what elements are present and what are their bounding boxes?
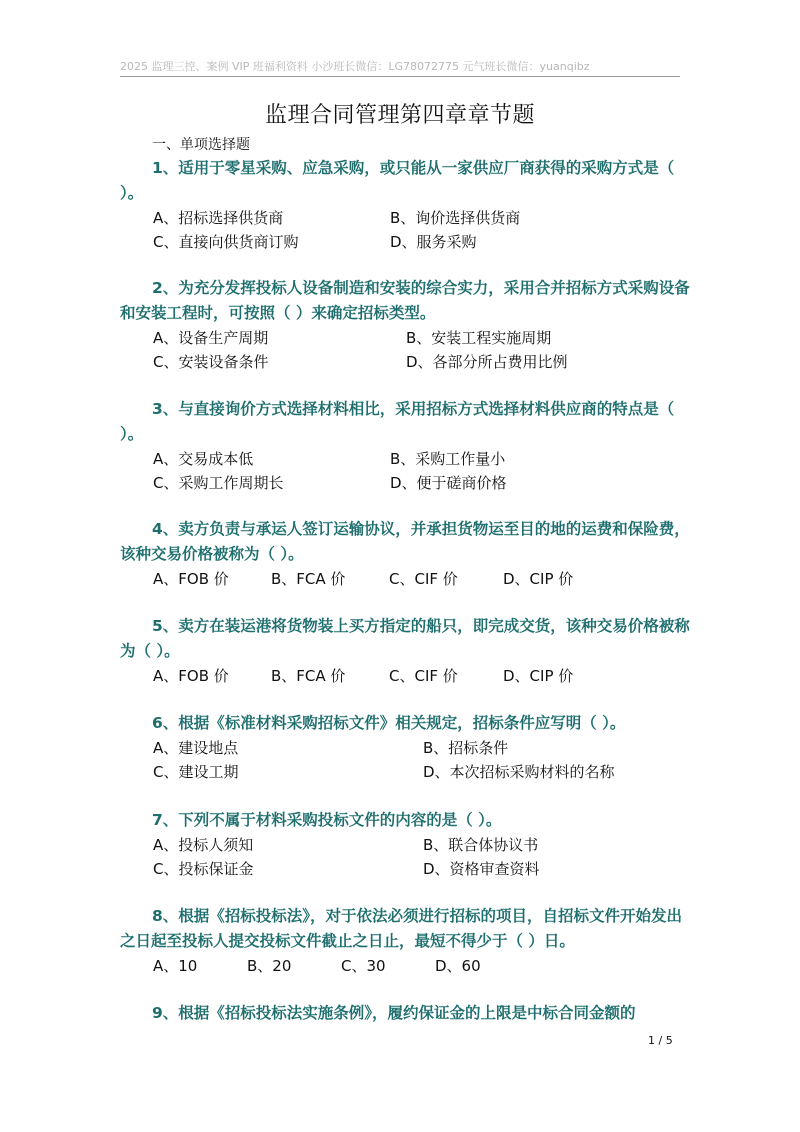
question-stem: 5、卖方在装运港将货物装上买方指定的船只，即完成交货，该种交易价格被称为（ ）。 (120, 617, 690, 660)
option-a: A、FOB 价 (153, 667, 229, 685)
question-6 (120, 711, 690, 784)
option-c: C、30 (341, 957, 386, 975)
option-b: B、招标条件 (423, 739, 509, 757)
option-b: B、联合体协议书 (423, 836, 539, 854)
question-3 (120, 397, 690, 495)
page-number: 1 / 5 (648, 1034, 673, 1047)
option-d: D、本次招标采购材料的名称 (423, 763, 615, 781)
question-stem: 1、适用于零星采购、应急采购，或只能从一家供应厂商获得的采购方式是（ ）。 (120, 159, 675, 202)
header-divider (120, 76, 680, 77)
option-c: C、直接向供货商订购 (153, 233, 299, 251)
option-a: A、设备生产周期 (153, 329, 269, 347)
question-5 (120, 614, 690, 688)
question-stem: 3、与直接询价方式选择材料相比，采用招标方式选择材料供应商的特点是（ ）。 (120, 400, 675, 443)
option-d: D、CIP 价 (503, 570, 574, 588)
option-c: C、采购工作周期长 (153, 474, 284, 492)
option-d: D、资格审查资料 (423, 860, 540, 878)
question-stem: 2、为充分发挥投标人设备制造和安装的综合实力，采用合并招标方式采购设备和安装工程时，可按照（ ）来确定招标类型。 (120, 279, 690, 322)
option-a: A、投标人须知 (153, 836, 254, 854)
option-d: D、CIP 价 (503, 667, 574, 685)
page-header: 2025 监理三控、案例 VIP 班福利资料 小沙班长微信：LG78072775 元气班长微信：yuanqibz (120, 60, 590, 73)
option-c: C、CIF 价 (389, 667, 458, 685)
option-a: A、建设地点 (153, 739, 239, 757)
question-stem: 6、根据《标准材料采购招标文件》相关规定，招标条件应写明（ ）。 (152, 714, 626, 732)
question-stem: 9、根据《招标投标法实施条例》，履约保证金的上限是中标合同金额的 (152, 1004, 636, 1022)
option-d: D、各部分所占费用比例 (406, 353, 568, 371)
option-b: B、安装工程实施周期 (406, 329, 552, 347)
document-title: 监理合同管理第四章章节题 (264, 103, 535, 128)
option-a: A、交易成本低 (153, 450, 254, 468)
option-b: B、FCA 价 (271, 570, 346, 588)
option-b: B、FCA 价 (271, 667, 346, 685)
option-c: C、CIF 价 (389, 570, 458, 588)
option-a: A、10 (153, 957, 198, 975)
question-stem: 8、根据《招标投标法》，对于依法必须进行招标的项目，自招标文件开始发出之日起至投标人提交投标文件截止之日止，最短不得少于（ ）日。 (120, 907, 683, 950)
question-2 (120, 276, 690, 374)
option-d: D、便于磋商价格 (390, 474, 507, 492)
section-heading: 一、单项选择题 (152, 137, 250, 153)
option-a: A、FOB 价 (153, 570, 229, 588)
option-a: A、招标选择供货商 (153, 209, 284, 227)
option-c: C、安装设备条件 (153, 353, 269, 371)
option-b: B、询价选择供货商 (390, 209, 521, 227)
question-8 (120, 904, 690, 978)
option-d: D、服务采购 (390, 233, 477, 251)
option-b: B、20 (247, 957, 292, 975)
question-stem: 4、卖方负责与承运人签订运输协议，并承担货物运至目的地的运费和保险费，该种交易价格被称为（ ）。 (120, 520, 690, 563)
question-9 (120, 1001, 690, 1026)
question-7 (120, 808, 690, 881)
option-b: B、采购工作量小 (390, 450, 506, 468)
question-1 (120, 156, 690, 254)
option-d: D、60 (435, 957, 481, 975)
option-c: C、投标保证金 (153, 860, 254, 878)
question-stem: 7、下列不属于材料采购投标文件的内容的是（ ）。 (152, 811, 502, 829)
option-c: C、建设工期 (153, 763, 239, 781)
question-4 (120, 517, 690, 591)
